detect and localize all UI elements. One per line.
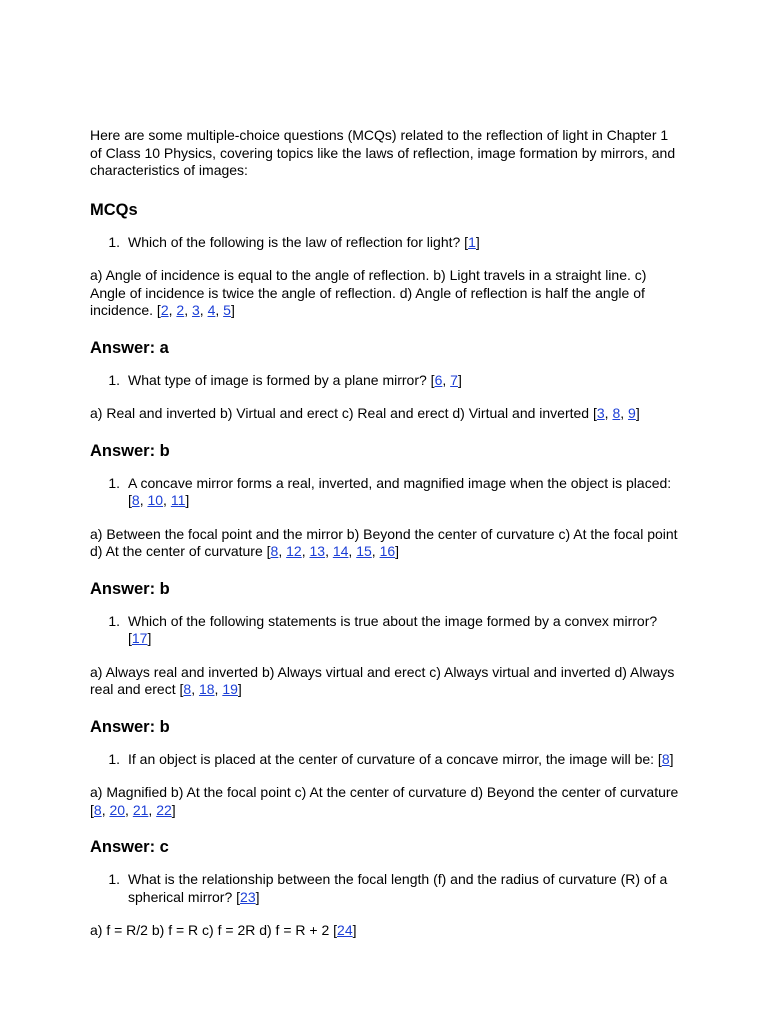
citation-link[interactable]: 8 xyxy=(183,681,192,697)
question-item xyxy=(90,372,682,390)
citation-bracket: ] xyxy=(147,630,152,646)
citation-bracket: [ xyxy=(589,405,597,421)
citation-link[interactable]: 22 xyxy=(156,801,172,818)
citation-link[interactable]: 11 xyxy=(170,492,186,508)
citation-bracket: ] xyxy=(457,371,462,388)
question-text xyxy=(128,613,682,648)
citation-separator: , xyxy=(442,371,451,388)
citation-link[interactable]: 21 xyxy=(132,801,149,818)
citation-link[interactable]: 2 xyxy=(176,302,185,318)
question-text xyxy=(128,751,682,769)
citation-link[interactable]: 5 xyxy=(223,302,231,318)
question-item xyxy=(90,751,682,769)
question-number: 1. xyxy=(108,750,120,767)
citation-bracket: [ xyxy=(232,888,241,905)
question-item xyxy=(90,613,682,648)
citation-separator: , xyxy=(301,543,310,559)
citation-bracket: ] xyxy=(237,681,242,697)
citation-bracket: ] xyxy=(475,233,480,250)
answer-heading: Answer: b xyxy=(90,579,170,598)
options-paragraph xyxy=(90,405,682,423)
answer-heading: Answer: b xyxy=(90,717,170,736)
citation-link[interactable]: 14 xyxy=(332,543,349,559)
citation-bracket: ] xyxy=(171,801,176,818)
citation-link[interactable]: 8 xyxy=(612,405,621,421)
answer-heading: Answer: c xyxy=(90,838,169,856)
citation-separator: , xyxy=(101,801,110,818)
citation-bracket: ] xyxy=(395,543,400,559)
citation-bracket: [ xyxy=(128,492,132,508)
citation-link[interactable]: 9 xyxy=(628,405,636,421)
citation-bracket: [ xyxy=(426,371,435,388)
citation-link[interactable]: 1 xyxy=(468,233,476,250)
question-number: 1. xyxy=(108,474,120,491)
citation-separator: , xyxy=(371,543,380,559)
citation-separator: , xyxy=(215,302,224,318)
options-paragraph xyxy=(90,267,682,320)
question-number: 1. xyxy=(108,233,120,250)
answer-heading: Answer: b xyxy=(90,441,170,460)
citation-bracket: ] xyxy=(255,888,260,905)
citation-separator: , xyxy=(325,543,333,559)
citation-link[interactable]: 3 xyxy=(596,405,605,421)
citation-separator: , xyxy=(348,543,357,559)
citation-link[interactable]: 2 xyxy=(160,302,169,318)
citation-separator: , xyxy=(168,302,177,318)
citation-link[interactable]: 17 xyxy=(131,630,148,646)
document-body xyxy=(90,127,682,958)
question-label: What type of image is formed by a plane mirror? xyxy=(128,371,427,388)
question-text xyxy=(128,234,682,252)
citation-link[interactable]: 19 xyxy=(222,681,238,697)
question-text xyxy=(128,372,682,390)
citation-separator: , xyxy=(125,801,133,818)
citation-link[interactable]: 18 xyxy=(198,681,215,697)
citation-separator: , xyxy=(139,492,148,508)
options-text: a) Between the focal point and the mirror b) Beyond the center of curvature c) At the focal point d) At the center of curvature xyxy=(90,525,678,559)
citation-link[interactable]: 8 xyxy=(270,543,279,559)
options-paragraph xyxy=(90,922,682,940)
citation-link[interactable]: 24 xyxy=(337,922,353,938)
intro-paragraph: Here are some multiple-choice questions (MCQs) related to the reflection of light in Chapter 1 of Class 10 Physics, covering topics like the laws of reflection, image formation by mirrors, and characteristics of images: xyxy=(90,127,676,178)
options-text: a) Angle of incidence is equal to the angle of reflection. b) Light travels in a straight line. c) Angle of incidence is twice the angle of reflection. d) Angle of reflection is half the angle of incidence. xyxy=(90,267,647,318)
questions-list xyxy=(90,234,682,940)
options-text: a) Magnified b) At the focal point c) At the center of curvature d) Beyond the center of curvature xyxy=(90,784,679,800)
citation-separator: , xyxy=(199,302,208,318)
citation-link[interactable]: 15 xyxy=(356,543,372,559)
citation-link[interactable]: 8 xyxy=(131,492,140,508)
question-number: 1. xyxy=(108,871,120,887)
citation-bracket: [ xyxy=(460,233,469,250)
citation-separator: , xyxy=(184,302,192,318)
citation-bracket: [ xyxy=(329,922,338,938)
citation-link[interactable]: 8 xyxy=(661,750,670,767)
citation-bracket: ] xyxy=(352,922,357,938)
citation-separator: , xyxy=(278,543,287,559)
citation-separator: , xyxy=(214,681,223,697)
citation-link[interactable]: 4 xyxy=(207,302,216,318)
options-paragraph xyxy=(90,784,682,819)
options-text: a) Always real and inverted b) Always virtual and erect c) Always virtual and inverted d) Always real and erect xyxy=(90,663,675,697)
question-item xyxy=(90,871,682,906)
citation-separator: , xyxy=(148,801,157,818)
question-text xyxy=(128,871,682,906)
mcqs-heading: MCQs xyxy=(90,200,138,219)
citation-link[interactable]: 8 xyxy=(93,801,102,818)
citation-link[interactable]: 10 xyxy=(147,492,164,508)
citation-separator: , xyxy=(620,405,629,421)
citation-link[interactable]: 3 xyxy=(191,302,200,318)
citation-bracket: [ xyxy=(175,681,184,697)
citation-link[interactable]: 16 xyxy=(379,543,396,559)
citation-bracket: ] xyxy=(230,302,235,318)
citation-bracket: ] xyxy=(669,750,674,767)
citation-bracket: [ xyxy=(262,543,271,559)
question-label: Which of the following statements is true about the image formed by a convex mirror? xyxy=(128,612,658,629)
citation-bracket: [ xyxy=(90,801,94,818)
citation-link[interactable]: 23 xyxy=(240,888,256,905)
citation-link[interactable]: 20 xyxy=(109,801,126,818)
options-text: a) Real and inverted b) Virtual and erect c) Real and erect d) Virtual and inverted xyxy=(90,405,590,421)
question-label: A concave mirror forms a real, inverted, and magnified image when the object is placed: xyxy=(128,474,672,491)
citation-separator: , xyxy=(604,405,613,421)
citation-bracket: [ xyxy=(654,750,662,767)
citation-bracket: [ xyxy=(128,630,132,646)
question-item xyxy=(90,475,682,510)
options-paragraph xyxy=(90,664,682,699)
answer-heading: Answer: a xyxy=(90,338,169,357)
question-label: What is the relationship between the focal length (f) and the radius of curvature (R) of a spherical mirror? xyxy=(128,871,668,905)
citation-link[interactable]: 7 xyxy=(450,371,458,388)
question-item xyxy=(90,234,682,252)
citation-link[interactable]: 13 xyxy=(309,543,326,559)
citation-link[interactable]: 6 xyxy=(434,371,443,388)
options-paragraph xyxy=(90,526,682,561)
citation-separator: , xyxy=(191,681,199,697)
question-label: If an object is placed at the center of curvature of a concave mirror, the image will be: xyxy=(128,750,655,767)
citation-bracket: ] xyxy=(185,492,190,508)
question-number: 1. xyxy=(108,371,120,388)
citation-bracket: [ xyxy=(153,302,161,318)
question-number: 1. xyxy=(108,612,120,629)
question-label: Which of the following is the law of reflection for light? xyxy=(128,233,461,250)
citation-separator: , xyxy=(163,492,171,508)
citation-link[interactable]: 12 xyxy=(286,543,302,559)
citation-bracket: ] xyxy=(635,405,640,421)
options-text: a) f = R/2 b) f = R c) f = 2R d) f = R + 2 xyxy=(90,922,330,938)
question-text xyxy=(128,475,682,510)
